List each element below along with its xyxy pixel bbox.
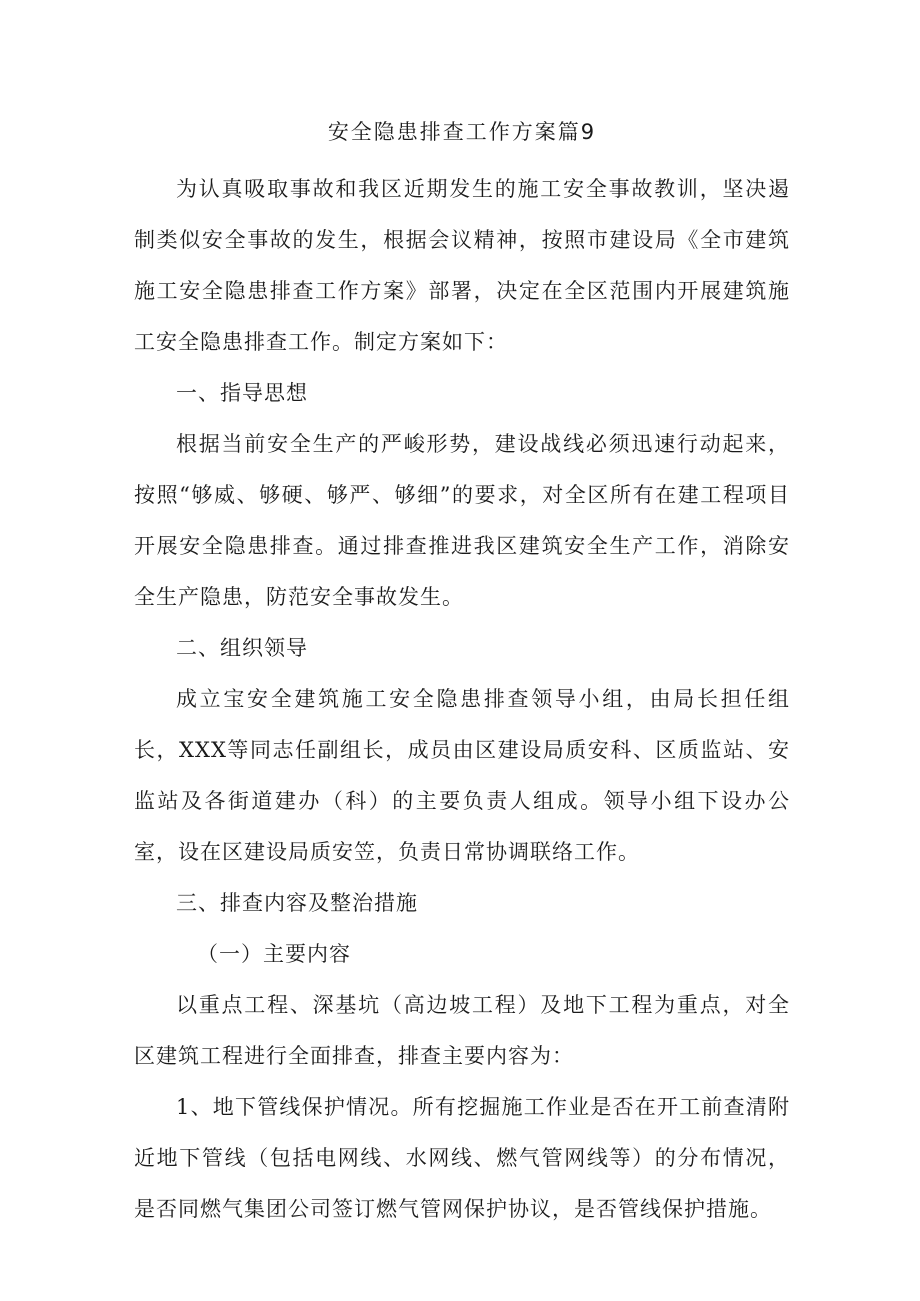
section-heading-organization: 二、组织领导 <box>176 636 308 660</box>
section-heading-guiding-ideology: 一、指导思想 <box>176 381 308 405</box>
pipeline-protection-paragraph: 1、地下管线保护情况。所有挖掘施工作业是否在开工前查清附近地下管线（包括电网线、水网线、燃气管网线等）的分布情况，是否同燃气集团公司签订燃气管网保护协议，是否管线保护措施。 <box>134 1095 790 1221</box>
main-content-paragraph: 以重点工程、深基坑（高边坡工程）及地下工程为重点，对全区建筑工程进行全面排查，排查主要内容为： <box>134 993 790 1068</box>
document-page <box>134 112 790 1235</box>
guiding-ideology-paragraph: 根据当前安全生产的严峻形势，建设战线必须迅速行动起来，按照“够威、够硬、够严、够细”的要求，对全区所有在建工程项目开展安全隐患排查。通过排查推进我区建筑安全生产工作，消除安全生产隐患，防范安全事故发生。 <box>134 432 790 609</box>
organization-paragraph: 成立宝安全建筑施工安全隐患排查领导小组，由局长担任组长，XXX等同志任副组长，成员由区建设局质安科、区质监站、安监站及各街道建办（科）的主要负责人组成。领导小组下设办公室，设在区建设局质安笠，负责日常协调联络工作。 <box>134 687 790 864</box>
intro-paragraph: 为认真吸取事故和我区近期发生的施工安全事故教训，坚决遏制类似安全事故的发生，根据会议精神，按照市建设局《全市建筑施工安全隐患排查工作方案》部署，决定在全区范围内开展建筑施工安全隐患排查工作。制定方案如下： <box>134 177 790 354</box>
subsection-heading-main-content: （一）主要内容 <box>197 942 351 966</box>
document-title: 安全隐患排查工作方案篇9 <box>327 120 597 144</box>
section-heading-inspection-content: 三、排查内容及整治措施 <box>176 891 418 915</box>
